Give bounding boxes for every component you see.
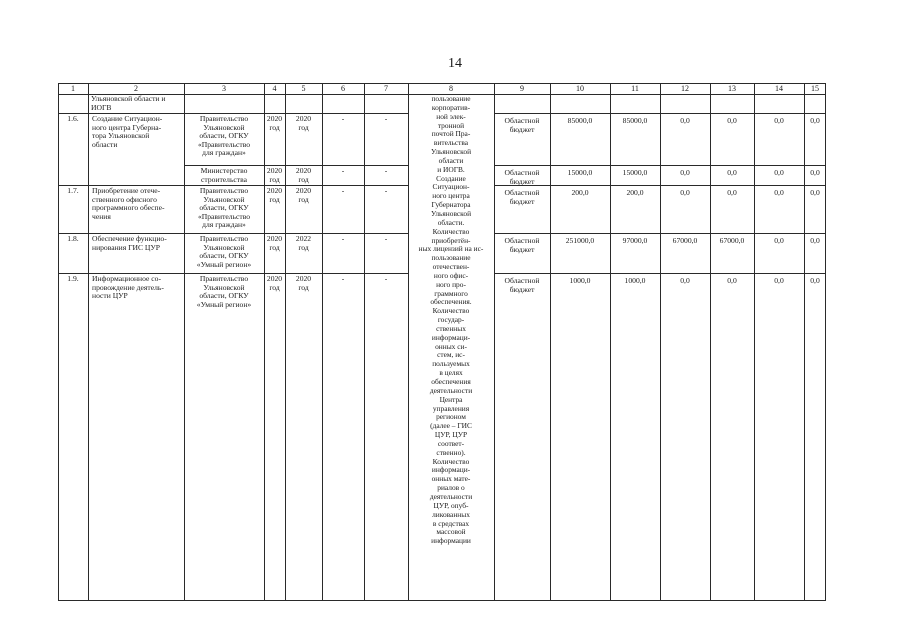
row-3-value-11: 200,0 — [626, 188, 644, 197]
row-3-value-10: 200,0 — [571, 188, 589, 197]
row-3-value-13: 0,0 — [727, 188, 737, 197]
column-header-5: 5 — [301, 84, 306, 93]
row-4-value-11: 97000,0 — [622, 236, 648, 245]
column-line — [610, 83, 611, 601]
row-2-value-14: 0,0 — [774, 168, 784, 177]
row-2-value-15: 0,0 — [810, 168, 820, 177]
column-line — [710, 83, 711, 601]
row-2-value-10: 15000,0 — [567, 168, 593, 177]
column-line — [184, 83, 185, 601]
row-4-number: 1.8. — [67, 234, 79, 243]
row-1-col6: - — [341, 114, 345, 123]
row-5-start-year: 2020 год — [266, 274, 283, 292]
row-5-value-12: 0,0 — [680, 276, 690, 285]
row-4-value-10: 251000,0 — [565, 236, 595, 245]
row-1-end-year: 2020 год — [295, 114, 312, 132]
column-header-2: 2 — [134, 84, 138, 93]
row-3-name: Приобретение отече- ственного офисного программного обеспе- чения — [92, 186, 165, 221]
row-2-start-year: 2020 год — [266, 166, 283, 184]
row-1-funding-source: Областной бюджет — [504, 116, 540, 134]
row-2-funding-source: Областной бюджет — [504, 168, 540, 186]
row-5-executor: Правительство Ульяновской области, ОГКУ «Умный регион» — [196, 274, 252, 309]
row-3-end-year: 2020 год — [295, 186, 312, 204]
column-header-9: 9 — [520, 84, 524, 93]
column-header-15: 15 — [811, 84, 819, 93]
table-border-right — [825, 83, 826, 601]
row-2-end-year: 2020 год — [295, 166, 312, 184]
row-4-col7: - — [384, 234, 388, 243]
row-5-value-11: 1000,0 — [624, 276, 646, 285]
column-header-7: 7 — [384, 84, 388, 93]
column-line — [660, 83, 661, 601]
row-5-name: Информационное со- провождение деятель- ности ЦУР — [92, 274, 164, 301]
column-header-11: 11 — [631, 84, 639, 93]
row-2-executor: Министерство строительства — [200, 166, 248, 184]
row-1-number: 1.6. — [67, 114, 79, 123]
row-1-executor: Правительство Ульяновской области, ОГКУ «Правительство для граждан» — [197, 114, 251, 158]
row-2-value-13: 0,0 — [727, 168, 737, 177]
row-line — [494, 273, 826, 274]
row-2-value-12: 0,0 — [680, 168, 690, 177]
column-line — [264, 83, 265, 601]
row-5-col7: - — [384, 274, 388, 283]
row-4-funding-source: Областной бюджет — [504, 236, 540, 254]
row-3-col7: - — [384, 186, 388, 195]
row-3-start-year: 2020 год — [266, 186, 283, 204]
row-4-value-12: 67000,0 — [672, 236, 698, 245]
page-number: 14 — [448, 56, 462, 71]
row-2-col7: - — [384, 166, 388, 175]
row-1-value-15: 0,0 — [810, 116, 820, 125]
row-1-name: Создание Ситуацион- ного центра Губерна- тора Ульяновской области — [92, 114, 163, 149]
row-2-col6: - — [341, 166, 345, 175]
column-line — [754, 83, 755, 601]
row-3-executor: Правительство Ульяновской области, ОГКУ «Правительство для граждан» — [197, 186, 251, 230]
row-1-start-year: 2020 год — [266, 114, 283, 132]
row-1-value-10: 85000,0 — [567, 116, 593, 125]
column-line — [804, 83, 805, 601]
continuation-text: Ульяновской области и ИОГВ — [91, 94, 166, 112]
row-1-value-12: 0,0 — [680, 116, 690, 125]
row-1-value-14: 0,0 — [774, 116, 784, 125]
row-5-number: 1.9. — [67, 274, 79, 283]
row-1-col7: - — [384, 114, 388, 123]
column-header-3: 3 — [222, 84, 226, 93]
row-2-value-11: 15000,0 — [622, 168, 648, 177]
row-3-value-12: 0,0 — [680, 188, 690, 197]
row-4-name: Обеспечение функцио- нирования ГИС ЦУР — [92, 234, 167, 252]
column-line — [285, 83, 286, 601]
column-header-8: 8 — [449, 84, 453, 93]
row-3-funding-source: Областной бюджет — [504, 188, 540, 206]
row-3-value-15: 0,0 — [810, 188, 820, 197]
row-4-value-14: 0,0 — [774, 236, 784, 245]
row-5-value-15: 0,0 — [810, 276, 820, 285]
row-4-value-15: 0,0 — [810, 236, 820, 245]
column-line — [408, 83, 409, 601]
row-1-value-13: 0,0 — [727, 116, 737, 125]
budget-table — [58, 83, 826, 601]
row-5-value-14: 0,0 — [774, 276, 784, 285]
row-4-end-year: 2022 год — [295, 234, 312, 252]
row-5-funding-source: Областной бюджет — [504, 276, 540, 294]
column-line — [88, 83, 89, 601]
column-line — [322, 83, 323, 601]
row-1-value-11: 85000,0 — [622, 116, 648, 125]
column-header-14: 14 — [775, 84, 783, 93]
indicator-text: пользование корпоратив- ной элек- тронной почтой Пра- вительства Ульяновской области и ИОГВ. Создание Ситуацион- ного центра Губернатора Ульяновской области. Количество приобретён- ных лицензий на ис- пользование отечествен- ного офис- ного про- граммного обеспечения. Количество государ- ственных информаци- онных си- стем, ис- пользуемых в целях обеспечения деятельности Центра управления регионом (далее – ГИС ЦУР, ЦУР соответ- ственно). Количество информаци- онных мате- риалов о деятельности ЦУР, опуб- ликованных в средствах массовой информации — [418, 94, 484, 546]
column-header-12: 12 — [681, 84, 689, 93]
column-header-4: 4 — [272, 84, 277, 93]
row-4-executor: Правительство Ульяновской области, ОГКУ «Умный регион» — [196, 234, 252, 269]
row-3-col6: - — [341, 186, 345, 195]
row-line — [494, 113, 826, 114]
row-line — [494, 233, 826, 234]
column-header-13: 13 — [728, 84, 736, 93]
row-line — [494, 165, 826, 166]
row-3-value-14: 0,0 — [774, 188, 784, 197]
row-3-number: 1.7. — [67, 186, 79, 195]
row-4-start-year: 2020 год — [266, 234, 283, 252]
column-line — [364, 83, 365, 601]
row-4-value-13: 67000,0 — [719, 236, 745, 245]
row-5-end-year: 2020 год — [295, 274, 312, 292]
row-5-col6: - — [341, 274, 345, 283]
column-header-6: 6 — [341, 84, 345, 93]
column-line — [494, 83, 495, 601]
row-5-value-13: 0,0 — [727, 276, 737, 285]
column-header-1: 1 — [71, 84, 75, 93]
table-border-left — [58, 83, 59, 601]
column-header-10: 10 — [576, 84, 584, 93]
row-4-col6: - — [341, 234, 345, 243]
row-5-value-10: 1000,0 — [569, 276, 591, 285]
column-line — [550, 83, 551, 601]
